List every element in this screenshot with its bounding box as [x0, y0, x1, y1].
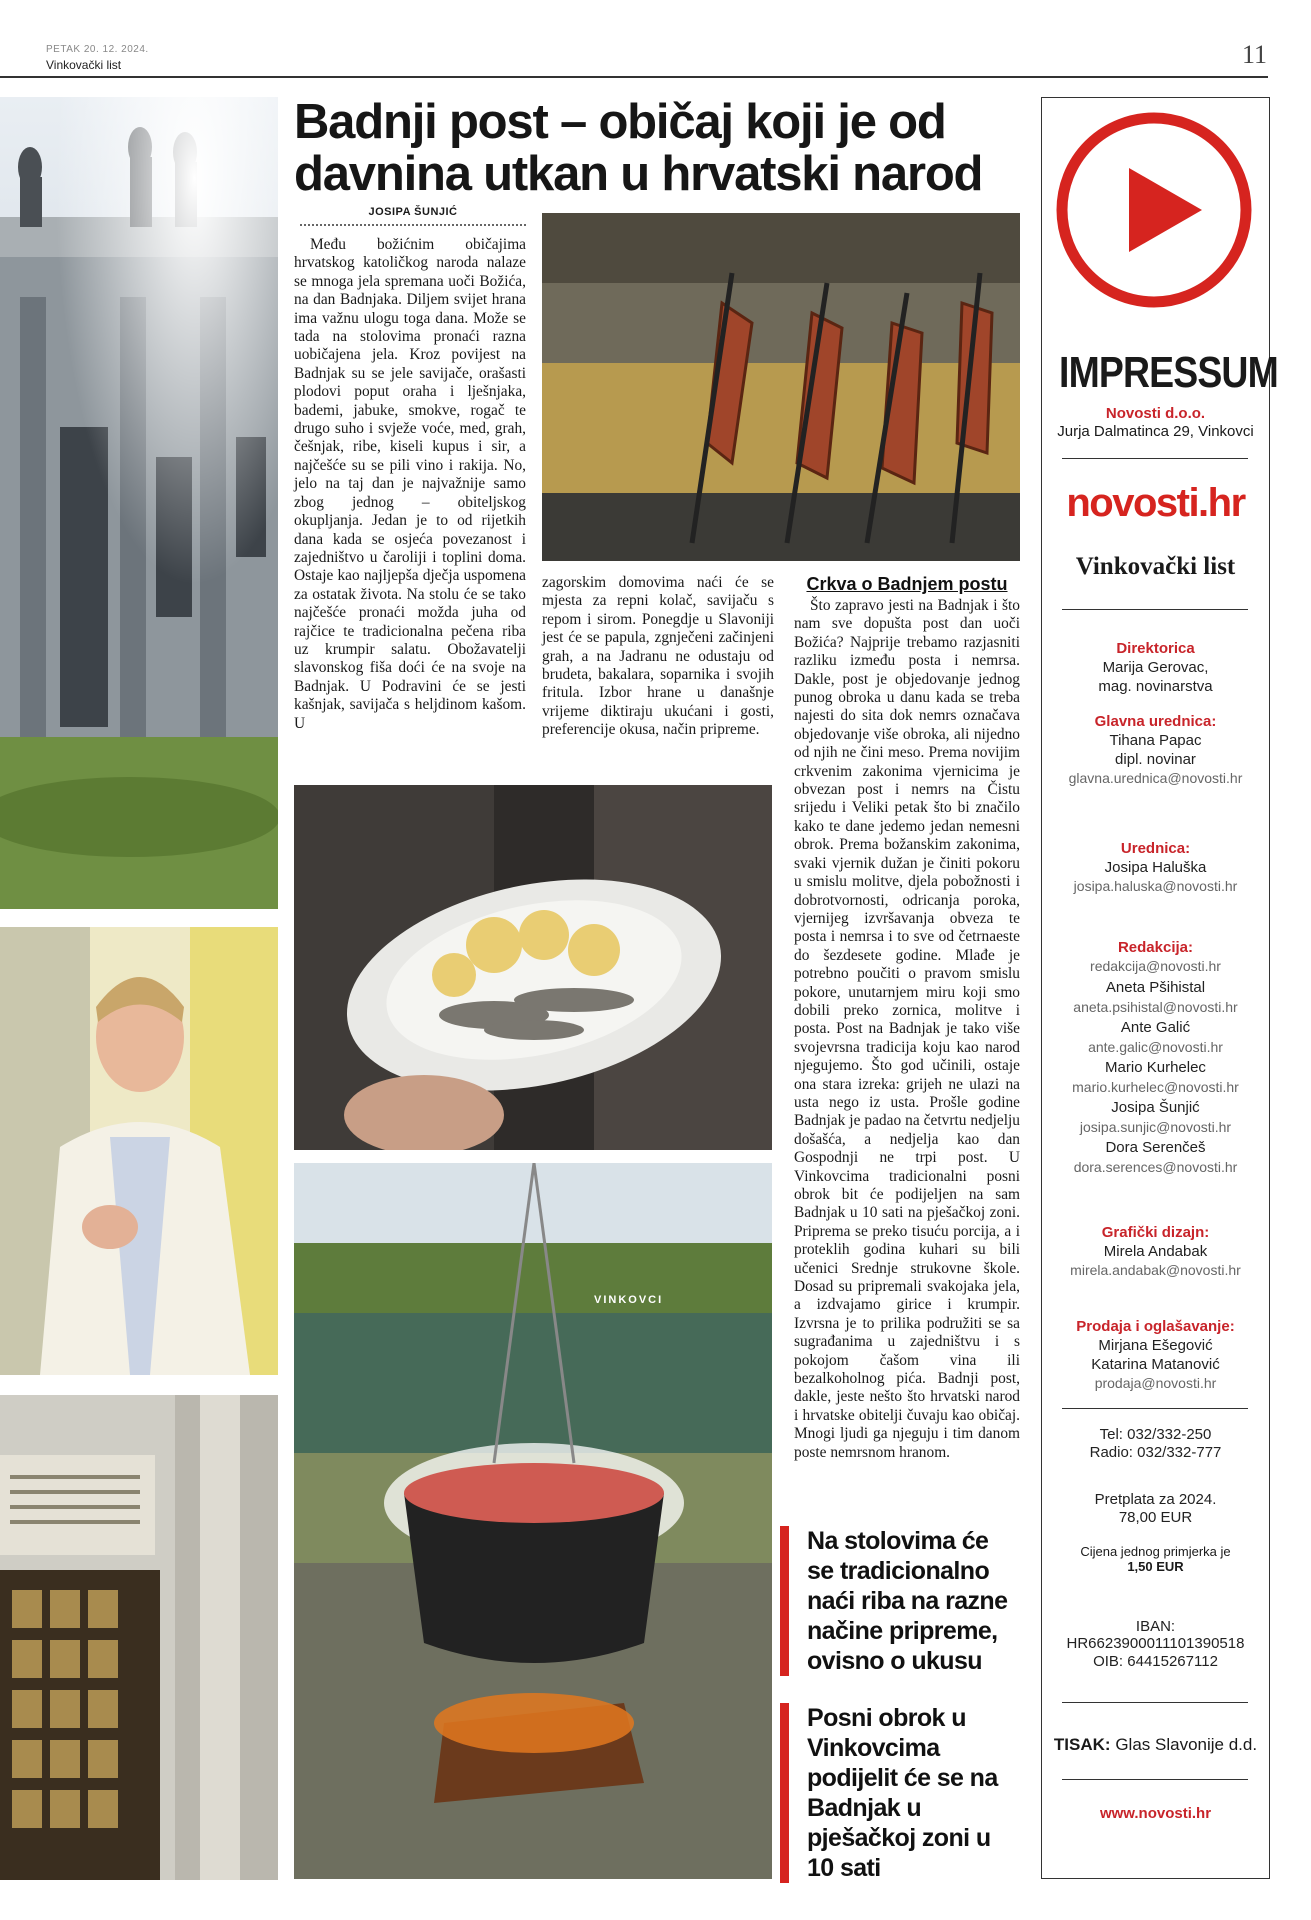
body-paragraph: Što zapravo jesti na Badnjak i što nam sve dopušta post dan uoči Božića? Najprije trebamo razjasniti razliku između posta i nemrsa. Dakle, post je objedovanje jednog punog obroka u danu kada se treba najesti do sita dok nemrs označava objedovanje više obroka, ali nijedno od njih ne čini meso. Prema novijim crkvenim zakonima vjernicima je obvezan post i nemrs na Čistu srijedu i Veliki petak što bi značilo kako te dane jedemo jedan nemesni obrok. Prema božanskim zakonima, svaki vjernik dužan je činiti pokoru u smislu molitve, djela pobožnosti i dobrotvornosti, odricanja poroka, vjernijeg izvršavanja obveza te posta i nemrsa i to sve od četrnaeste do šezdesete godine. Mlađe je potrebno poučiti o pravom smislu pokore, unutarnjem miru koji smo dobili preko zornica, molitve i posta. Post na Badnjak je tako više svojevrsna tradicija koju kao narod njegujemo. Što god učinili, ostaje ona stara izreka: grijeh ne ulazi na usta nego iz usta. Prošle godine Badnjak je padao na četvrtu nedjelju došašća, a nedjelja kao dan Gospodnji ne trpi post. U Vinkovcima tradicionalni posni obrok bit će podijeljen na sam Badnjak u 10 sati na pješačkoj zoni. Priprema se preko tisuću porcija, a i proteklih godina kuhari su bili učenici Srednje strukovne škole. Dosad su pripremali svakojaka jela, a izdvajamo girice i krumpir. Izvrsna je to prilika podružiti se sa sugrađanima u zajedništvu i s pokojom čašom vina ili bezalkoholnog pića. Badnji post, dakle, jeste nešto što hrvatski narod i hrvatske obitelji čuvaju kao običaj. Mnogi ljudi ga njeguju i tim danom poste nemrsnom hranom.	[794, 597, 1020, 1461]
header-rule	[0, 76, 1268, 78]
single-copy-label: Cijena jednog primjerka je	[1080, 1544, 1231, 1559]
newsroom-email: redakcija@novosti.hr	[1090, 958, 1221, 974]
byline: JOSIPA ŠUNJIĆ	[300, 206, 526, 226]
sales-label: Prodaja i oglašavanje:	[1076, 1318, 1235, 1335]
article-column-1	[294, 236, 526, 733]
staff-name: Josipa Šunjić	[1111, 1099, 1200, 1116]
radio-phone: Radio: 032/332-777	[1089, 1444, 1222, 1461]
chief-editor-email: glavna.urednica@novosti.hr	[1068, 770, 1243, 786]
article-column-3	[794, 574, 1020, 1462]
chief-editor-name: Tihana Papac	[1109, 732, 1202, 749]
body-paragraph: zagorskim domovima naći će se mjesta za repni kolač, savijaču s repom i sirom. Ponegdje u Slavoniji jest će se papula, zgnječeni začinjeni grah, a na Jadranu ne odustaju od brudeta, bakalara, soparnika i svojih fritula. Izbor hrane u današnje vrijeme diktiraju ukućani i gosti, preferencije okusa, način pripreme.	[542, 574, 774, 739]
print-value: Glas Slavonije d.d.	[1115, 1735, 1258, 1754]
editor-name: Josipa Haluška	[1104, 859, 1207, 876]
phone: Tel: 032/332-250	[1099, 1426, 1212, 1443]
sales-email: prodaja@novosti.hr	[1094, 1375, 1217, 1391]
design-name: Mirela Andabak	[1103, 1243, 1208, 1260]
pull-quote-1: Na stolovima će se tradicionalno naći riba na razne načine pripreme, ovisno o ukusu	[780, 1526, 1020, 1676]
grilled-fish-photo	[542, 213, 1020, 561]
article-headline: Badnji post – običaj koji je od davnina utkan u hrvatski narod	[294, 95, 983, 201]
page-number: 11	[1241, 40, 1267, 69]
newsroom-label: Redakcija:	[1117, 939, 1194, 956]
sales-name: Mirjana Ešegović	[1098, 1337, 1213, 1354]
oib-value: OIB: 64415267112	[1093, 1653, 1218, 1670]
staff-email: mario.kurhelec@novosti.hr	[1072, 1079, 1239, 1095]
editor-email: josipa.haluska@novosti.hr	[1073, 878, 1238, 894]
director-label: Direktorica	[1116, 640, 1195, 657]
print-info	[1042, 1735, 1269, 1755]
staff-name: Mario Kurhelec	[1105, 1059, 1206, 1076]
issue-date: PETAK 20. 12. 2024.	[46, 44, 149, 55]
design-label: Grafički dizajn:	[1101, 1224, 1210, 1241]
single-copy-price: 1,50 EUR	[1127, 1559, 1184, 1574]
subscription-price: 78,00 EUR	[1118, 1509, 1193, 1526]
director-name: Marija Gerovac,	[1102, 659, 1209, 676]
staff-name: Dora Serenčeš	[1105, 1139, 1206, 1156]
director-title: mag. novinarstva	[1098, 678, 1213, 695]
iban-label: IBAN:	[1135, 1618, 1176, 1635]
website-link[interactable]: www.novosti.hr	[1099, 1805, 1212, 1822]
photo-sign-text: VINKOVCI	[594, 1294, 664, 1306]
article-column-2	[542, 574, 774, 740]
sales-name: Katarina Matanović	[1091, 1356, 1220, 1373]
staff-email: josipa.sunjic@novosti.hr	[1079, 1119, 1232, 1135]
chief-editor-title: dipl. novinar	[1115, 751, 1196, 768]
staff-email: ante.galic@novosti.hr	[1088, 1039, 1223, 1055]
basilica-photo	[0, 97, 278, 909]
editor-label: Urednica:	[1120, 840, 1191, 857]
body-paragraph: Među božićnim običajima hrvatskog katoličkog naroda nalaze se mnoga jela spremana uoči Božića, na dan Badnjaka. Diljem svijet hrana ima važnu ulogu toga dana. Može se tada na stolovima pronaći razna uobičajena jela. Kroz povijest na Badnjak su se jele savijače, orašasti plodovi poput oraha i lješnjaka, bademi, jabuke, smokve, rogač te drugo suho i svježe voće, med, grah, češnjak, ribe, kiseli kupus i sir, a najčešće su se pili vino i rakija. No, jelo na taj dan je najvažnije samo zbog jednog – obiteljskog okupljanja. Jedan je to od rijetkih dana kada se osjeća povezanost i zajedništvo u čaroliji i toplini doma. Ostaje kao najljepša dječja uspomena za ostatak života. Na stolu će se tako najčešće pronaći možda juha od rajčice te tradicionalna pečena riba uz krumpir salatu. Obožavatelji slavonskog fiša doći će na svoje na Badnjak. U Podravini će se jesti kašnjak, savijača s heljdinom kašom. U	[294, 236, 526, 732]
publication-name: Vinkovački list	[46, 58, 122, 72]
priest-photo	[0, 927, 278, 1375]
subscription-label: Pretplata za 2024.	[1094, 1491, 1217, 1508]
novosti-logo: novosti.hr	[1066, 481, 1245, 525]
impressum-box	[1041, 97, 1278, 1879]
pull-quote-2: Posni obrok u Vinkovcima podijelit će se na Badnjak u pješačkoj zoni u 10 sati	[780, 1703, 1020, 1883]
chief-editor-label: Glavna urednica:	[1094, 713, 1217, 730]
company-name: Novosti d.o.o.	[1105, 405, 1206, 422]
staff-email: dora.serences@novosti.hr	[1073, 1159, 1238, 1175]
staff-email: aneta.psihistal@novosti.hr	[1073, 999, 1238, 1015]
play-icon	[1054, 110, 1254, 310]
print-label: TISAK:	[1053, 1735, 1111, 1754]
cauldron-photo	[294, 1163, 772, 1879]
section-subhead: Crkva o Badnjem postu	[806, 574, 1008, 594]
staff-name: Ante Galić	[1120, 1019, 1191, 1036]
staff-name: Aneta Pšihistal	[1105, 979, 1206, 996]
iban-value: HR6623900011101390518	[1066, 1635, 1245, 1652]
impressum-title: IMPRESSUM	[1059, 348, 1278, 397]
company-address: Jurja Dalmatinca 29, Vinkovci	[1057, 423, 1254, 440]
door-photo	[0, 1395, 278, 1880]
fish-plate-photo	[294, 785, 772, 1150]
design-email: mirela.andabak@novosti.hr	[1070, 1262, 1241, 1278]
paper-name: Vinkovački list	[1075, 553, 1236, 580]
